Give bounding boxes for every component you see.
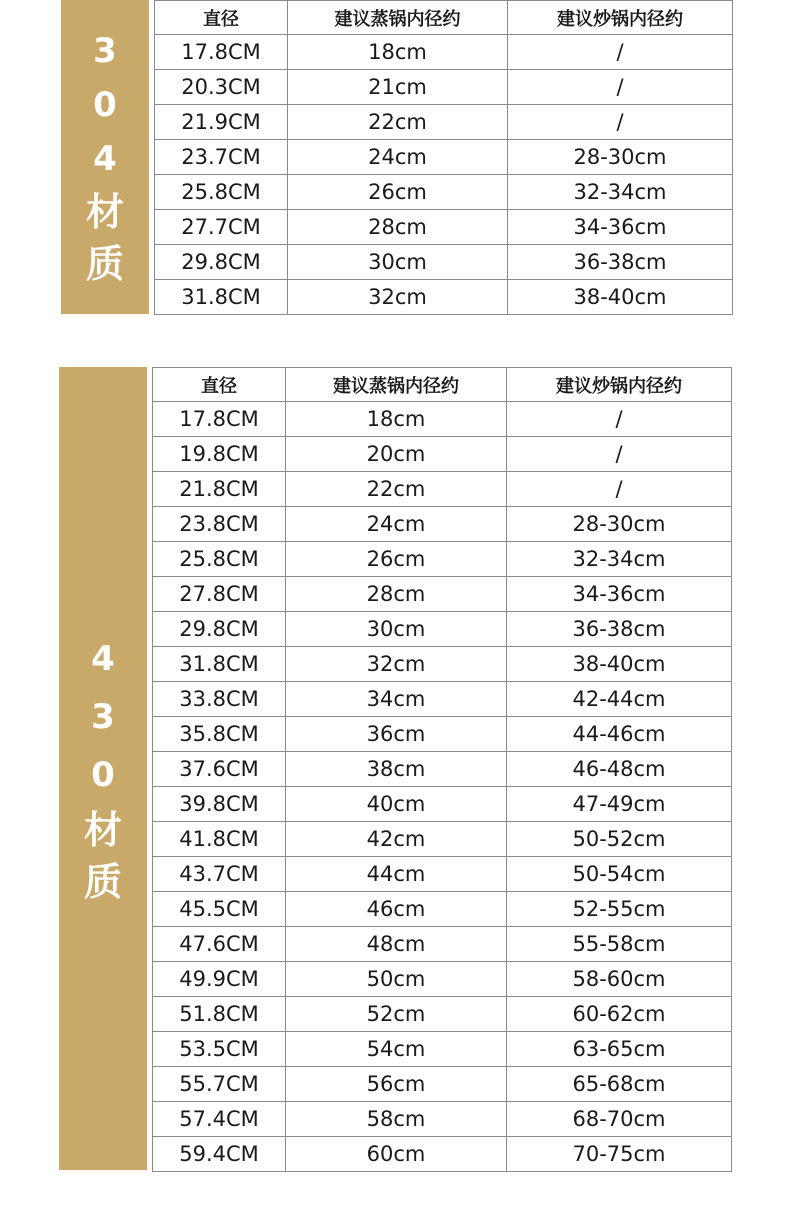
- table-row: [153, 682, 732, 717]
- cell-wok-size: 36-38cm: [508, 245, 733, 280]
- table-row: [155, 245, 733, 280]
- cell-wok-size: 34-36cm: [507, 577, 732, 612]
- cell-wok-size: 50-52cm: [507, 822, 732, 857]
- cell-diameter: 25.8CM: [155, 175, 288, 210]
- cell-steamer-size: 21cm: [288, 70, 508, 105]
- cell-steamer-size: 36cm: [286, 717, 507, 752]
- cell-diameter: 43.7CM: [153, 857, 286, 892]
- material-char: 0: [93, 85, 117, 125]
- cell-wok-size: /: [507, 472, 732, 507]
- cell-diameter: 57.4CM: [153, 1102, 286, 1137]
- table-row: [153, 717, 732, 752]
- cell-diameter: 17.8CM: [155, 35, 288, 70]
- header-diameter: 直径: [155, 1, 288, 35]
- table-row: [153, 1032, 732, 1067]
- cell-wok-size: 32-34cm: [507, 542, 732, 577]
- cell-steamer-size: 30cm: [286, 612, 507, 647]
- cell-steamer-size: 32cm: [286, 647, 507, 682]
- material-char: 材: [85, 190, 124, 234]
- size-table: [154, 0, 733, 315]
- cell-wok-size: 28-30cm: [507, 507, 732, 542]
- cell-steamer-size: 28cm: [286, 577, 507, 612]
- cell-steamer-size: 28cm: [288, 210, 508, 245]
- cell-wok-size: 70-75cm: [507, 1137, 732, 1172]
- cell-wok-size: 38-40cm: [507, 647, 732, 682]
- cell-wok-size: /: [508, 35, 733, 70]
- cell-diameter: 41.8CM: [153, 822, 286, 857]
- cell-diameter: 27.8CM: [153, 577, 286, 612]
- cell-wok-size: 58-60cm: [507, 962, 732, 997]
- cell-diameter: 59.4CM: [153, 1137, 286, 1172]
- cell-diameter: 53.5CM: [153, 1032, 286, 1067]
- cell-steamer-size: 20cm: [286, 437, 507, 472]
- cell-wok-size: 44-46cm: [507, 717, 732, 752]
- cell-diameter: 21.8CM: [153, 472, 286, 507]
- cell-steamer-size: 46cm: [286, 892, 507, 927]
- cell-wok-size: /: [508, 105, 733, 140]
- cell-diameter: 47.6CM: [153, 927, 286, 962]
- cell-steamer-size: 44cm: [286, 857, 507, 892]
- cell-diameter: 37.6CM: [153, 752, 286, 787]
- cell-steamer-size: 42cm: [286, 822, 507, 857]
- table-row: [153, 927, 732, 962]
- table-row: [153, 822, 732, 857]
- cell-diameter: 17.8CM: [153, 402, 286, 437]
- cell-wok-size: 38-40cm: [508, 280, 733, 315]
- size-table-430: [59, 367, 732, 1170]
- material-char: 3: [93, 31, 117, 71]
- table-row: [155, 35, 733, 70]
- cell-wok-size: 42-44cm: [507, 682, 732, 717]
- table-row: [153, 752, 732, 787]
- cell-diameter: 19.8CM: [153, 437, 286, 472]
- cell-steamer-size: 52cm: [286, 997, 507, 1032]
- material-char: 4: [93, 139, 117, 179]
- table-row: [155, 210, 733, 245]
- table-row: [153, 892, 732, 927]
- cell-diameter: 55.7CM: [153, 1067, 286, 1102]
- cell-diameter: 25.8CM: [153, 542, 286, 577]
- cell-wok-size: /: [508, 70, 733, 105]
- table-row: [153, 542, 732, 577]
- table-row: [155, 280, 733, 315]
- cell-diameter: 27.7CM: [155, 210, 288, 245]
- cell-diameter: 31.8CM: [153, 647, 286, 682]
- material-char: 质: [85, 242, 124, 286]
- cell-wok-size: 60-62cm: [507, 997, 732, 1032]
- cell-diameter: 29.8CM: [153, 612, 286, 647]
- material-char: 3: [91, 696, 115, 737]
- cell-diameter: 29.8CM: [155, 245, 288, 280]
- cell-wok-size: /: [507, 402, 732, 437]
- table-row: [153, 612, 732, 647]
- cell-steamer-size: 60cm: [286, 1137, 507, 1172]
- cell-diameter: 35.8CM: [153, 717, 286, 752]
- cell-wok-size: 47-49cm: [507, 787, 732, 822]
- cell-steamer-size: 40cm: [286, 787, 507, 822]
- table-row: [153, 997, 732, 1032]
- cell-wok-size: 32-34cm: [508, 175, 733, 210]
- cell-diameter: 49.9CM: [153, 962, 286, 997]
- size-table: [152, 367, 732, 1172]
- cell-wok-size: 34-36cm: [508, 210, 733, 245]
- header-steamer: 建议蒸锅内径约: [286, 368, 507, 402]
- cell-diameter: 20.3CM: [155, 70, 288, 105]
- header-steamer: 建议蒸锅内径约: [288, 1, 508, 35]
- cell-steamer-size: 34cm: [286, 682, 507, 717]
- table-row: [153, 437, 732, 472]
- cell-steamer-size: 24cm: [286, 507, 507, 542]
- cell-wok-size: /: [507, 437, 732, 472]
- cell-wok-size: 55-58cm: [507, 927, 732, 962]
- table-row: [153, 647, 732, 682]
- cell-wok-size: 65-68cm: [507, 1067, 732, 1102]
- cell-wok-size: 68-70cm: [507, 1102, 732, 1137]
- table-row: [155, 70, 733, 105]
- table-row: [153, 1067, 732, 1102]
- cell-wok-size: 36-38cm: [507, 612, 732, 647]
- cell-wok-size: 63-65cm: [507, 1032, 732, 1067]
- header-diameter: 直径: [153, 368, 286, 402]
- header-row: [153, 368, 732, 402]
- cell-wok-size: 52-55cm: [507, 892, 732, 927]
- cell-diameter: 45.5CM: [153, 892, 286, 927]
- cell-steamer-size: 22cm: [288, 105, 508, 140]
- table-row: [153, 577, 732, 612]
- material-label-430: [59, 367, 147, 1170]
- table-row: [155, 175, 733, 210]
- cell-diameter: 23.7CM: [155, 140, 288, 175]
- table-row: [153, 402, 732, 437]
- cell-steamer-size: 38cm: [286, 752, 507, 787]
- table-row: [153, 1102, 732, 1137]
- material-char: 4: [91, 638, 115, 679]
- material-char: 0: [91, 754, 115, 795]
- cell-diameter: 39.8CM: [153, 787, 286, 822]
- cell-wok-size: 46-48cm: [507, 752, 732, 787]
- cell-diameter: 33.8CM: [153, 682, 286, 717]
- cell-steamer-size: 54cm: [286, 1032, 507, 1067]
- cell-steamer-size: 50cm: [286, 962, 507, 997]
- cell-diameter: 23.8CM: [153, 507, 286, 542]
- cell-diameter: 31.8CM: [155, 280, 288, 315]
- cell-wok-size: 50-54cm: [507, 857, 732, 892]
- header-wok: 建议炒锅内径约: [507, 368, 732, 402]
- cell-steamer-size: 18cm: [288, 35, 508, 70]
- cell-steamer-size: 24cm: [288, 140, 508, 175]
- table-row: [153, 507, 732, 542]
- material-char: 材: [83, 807, 122, 852]
- table-row: [153, 472, 732, 507]
- cell-steamer-size: 30cm: [288, 245, 508, 280]
- cell-steamer-size: 26cm: [288, 175, 508, 210]
- cell-steamer-size: 18cm: [286, 402, 507, 437]
- table-row: [153, 1137, 732, 1172]
- table-row: [155, 140, 733, 175]
- cell-wok-size: 28-30cm: [508, 140, 733, 175]
- cell-steamer-size: 26cm: [286, 542, 507, 577]
- cell-steamer-size: 32cm: [288, 280, 508, 315]
- material-label-304: [61, 0, 149, 314]
- cell-steamer-size: 22cm: [286, 472, 507, 507]
- header-wok: 建议炒锅内径约: [508, 1, 733, 35]
- cell-steamer-size: 48cm: [286, 927, 507, 962]
- cell-diameter: 21.9CM: [155, 105, 288, 140]
- cell-diameter: 51.8CM: [153, 997, 286, 1032]
- cell-steamer-size: 58cm: [286, 1102, 507, 1137]
- cell-steamer-size: 56cm: [286, 1067, 507, 1102]
- table-row: [153, 787, 732, 822]
- table-row: [153, 962, 732, 997]
- table-row: [155, 105, 733, 140]
- size-table-304: [61, 0, 733, 314]
- table-row: [153, 857, 732, 892]
- header-row: [155, 1, 733, 35]
- material-char: 质: [83, 859, 122, 904]
